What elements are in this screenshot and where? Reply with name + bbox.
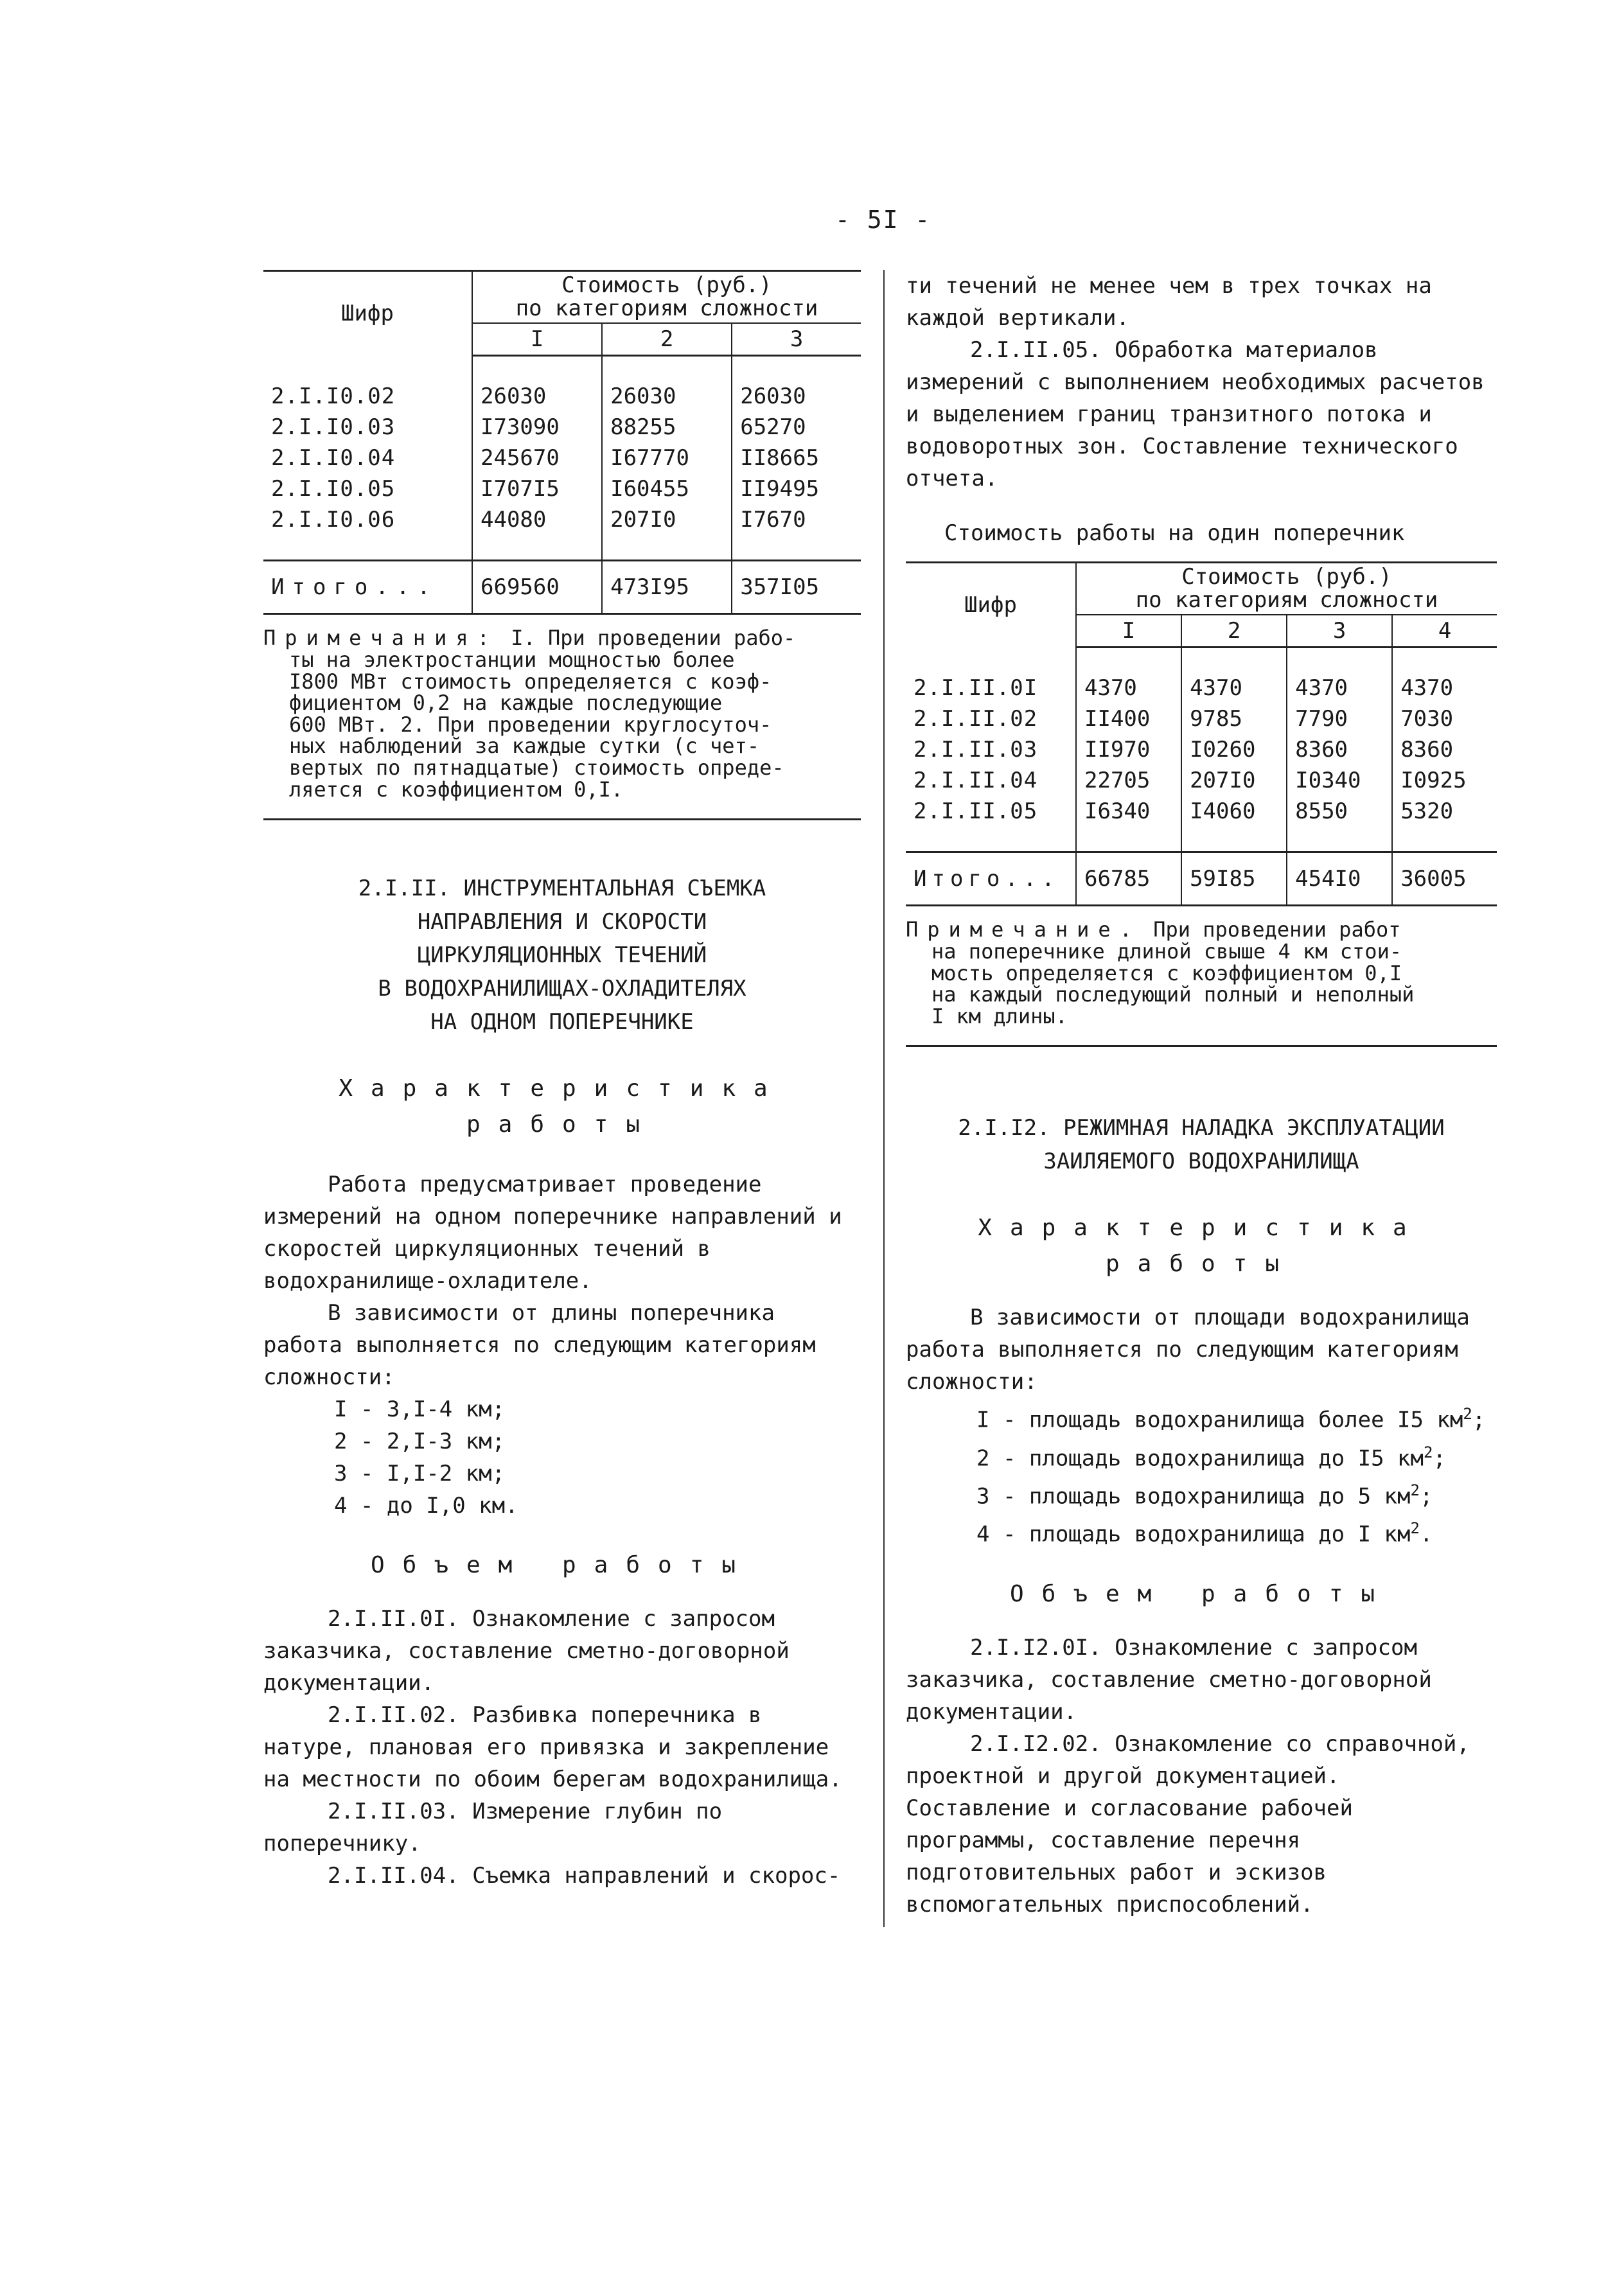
table-row bbox=[263, 473, 861, 504]
total-label: Итого... bbox=[906, 852, 1076, 906]
row-value: I707I5 bbox=[472, 473, 602, 504]
left-column bbox=[263, 270, 861, 1892]
note-line: I км длины. bbox=[931, 1003, 1068, 1028]
row-value: I0925 bbox=[1400, 768, 1467, 794]
heading-line: В ВОДОХРАНИЛИЩАХ-ОХЛАДИТЕЛЯХ bbox=[378, 976, 746, 1002]
category-item: I - площадь водохранилища более I5 $км^2$; bbox=[976, 1405, 1486, 1433]
row-value: 5320 bbox=[1400, 798, 1454, 825]
category-item: 2 - 2,I-3 км; bbox=[334, 1429, 506, 1455]
heading-line: 2.I.II. ИНСТРУМЕНТАЛЬНАЯ СЪЕМКА bbox=[358, 876, 766, 902]
table-row bbox=[906, 796, 1497, 827]
work-item: 2.I.II.0I. Ознакомление с запросом заказчика, составление сметно-договорной документации. bbox=[263, 1606, 790, 1697]
category-header: I bbox=[472, 323, 602, 356]
note-line: 600 МВт. 2. При проведении круглосуточ- bbox=[289, 712, 772, 737]
row-value: 7790 bbox=[1287, 703, 1392, 734]
table-caption: Стоимость работы на один поперечник bbox=[944, 520, 1405, 546]
work-item: 2.I.II.04. Съемка направлений и скорос- bbox=[328, 1863, 841, 1889]
row-value: 8360 bbox=[1287, 734, 1392, 765]
total-value: 454I0 bbox=[1287, 852, 1392, 906]
note-line: ных наблюдений за каждые сутки (с чет- bbox=[289, 734, 760, 759]
note-line: на поперечнике длиной свыше 4 км стои- bbox=[931, 939, 1402, 964]
paragraph: Работа предусматривает проведение измерений на одном поперечнике направлений и скоростей циркуляционных течений в водохранилище-охладителе. bbox=[263, 1172, 842, 1294]
row-code: 2.I.II.05 bbox=[906, 796, 1076, 827]
heading-line: НАПРАВЛЕНИЯ И СКОРОСТИ bbox=[417, 909, 707, 935]
page-number: - 5I - bbox=[835, 206, 931, 234]
total-value: 669560 bbox=[472, 561, 602, 614]
category-item: 4 - до I,0 км. bbox=[334, 1493, 518, 1519]
row-value: 4370 bbox=[1181, 673, 1287, 703]
category-list bbox=[906, 1398, 1497, 1550]
characteristic-title bbox=[263, 1071, 861, 1143]
row-value: I4060 bbox=[1181, 796, 1287, 827]
characteristic-title bbox=[906, 1210, 1497, 1282]
heading-line: ЗАИЛЯЕМОГО ВОДОХРАНИЛИЩА bbox=[1043, 1149, 1359, 1175]
cost-table-2-1-10 bbox=[263, 270, 861, 615]
table-row bbox=[263, 381, 861, 412]
row-value: 8550 bbox=[1287, 796, 1392, 827]
characteristic-body bbox=[263, 1168, 861, 1522]
category-item: 3 - площадь водохранилища до 5 $км^2$; bbox=[976, 1481, 1433, 1510]
title-line: Характеристика bbox=[978, 1215, 1425, 1242]
code-header: Шифр bbox=[906, 563, 1076, 648]
row-code: 2.I.I0.05 bbox=[263, 473, 472, 504]
note-line: мость определяется с коэффициентом 0,I bbox=[931, 960, 1402, 985]
note-label: Примечания: bbox=[263, 626, 499, 651]
row-value: 4370 bbox=[1076, 673, 1181, 703]
volume-title: Объем работы bbox=[1009, 1580, 1393, 1607]
total-value: 36005 bbox=[1392, 852, 1497, 906]
category-item: 4 - площадь водохранилища до I $км^2$. bbox=[976, 1519, 1433, 1547]
row-code: 2.I.I0.06 bbox=[263, 504, 472, 535]
cost-header bbox=[472, 271, 861, 324]
cost-header-line1: Стоимость (руб.) bbox=[1181, 564, 1392, 590]
table-note bbox=[906, 919, 1497, 1047]
total-value: 357I05 bbox=[732, 561, 861, 614]
row-value: II970 bbox=[1076, 734, 1181, 765]
total-label: Итого... bbox=[263, 561, 472, 614]
row-value: I73090 bbox=[472, 412, 602, 443]
table-row bbox=[906, 765, 1497, 796]
work-item: 2.I.I2.02. Ознакомление со справочной, проектной и другой документацией. Составление и согласование рабочей программы, составление перечня подготовительных работ и эскизов вспомогательных приспособлений. bbox=[906, 1731, 1470, 1917]
section-heading bbox=[263, 872, 861, 1039]
work-item: 2.I.II.03. Измерение глубин по поперечнику. bbox=[263, 1799, 723, 1857]
category-header: I bbox=[1076, 615, 1181, 648]
category-header: 4 bbox=[1392, 615, 1497, 648]
volume-title: Объем работы bbox=[370, 1552, 754, 1579]
row-code: 2.I.I0.04 bbox=[263, 443, 472, 473]
work-item: 2.I.II.02. Разбивка поперечника в натуре, плановая его привязка и закрепление на местности по обоим берегам водохранилища. bbox=[263, 1702, 842, 1793]
note-line: ты на электростанции мощностью более bbox=[289, 647, 735, 672]
heading-line: ЦИРКУЛЯЦИОННЫХ ТЕЧЕНИЙ bbox=[417, 942, 707, 969]
title-line: Характеристика bbox=[339, 1075, 786, 1102]
category-header: 2 bbox=[1181, 615, 1287, 648]
row-value: 9785 bbox=[1181, 703, 1287, 734]
category-header: 3 bbox=[1287, 615, 1392, 648]
code-header: Шифр bbox=[263, 271, 472, 356]
total-row bbox=[906, 852, 1497, 906]
volume-items bbox=[263, 1603, 861, 1892]
row-value: 88255 bbox=[602, 412, 732, 443]
row-value: 4370 bbox=[1400, 675, 1454, 701]
row-value: 245670 bbox=[472, 443, 602, 473]
cost-header-line1: Стоимость (руб.) bbox=[561, 272, 772, 298]
note-label: Примечание. bbox=[906, 917, 1141, 942]
row-value: II8665 bbox=[740, 445, 820, 472]
row-value: I7670 bbox=[740, 507, 806, 533]
row-value: I0340 bbox=[1287, 765, 1392, 796]
heading-line: НА ОДНОМ ПОПЕРЕЧНИКЕ bbox=[430, 1009, 694, 1036]
row-value: 26030 bbox=[472, 381, 602, 412]
row-value: 22705 bbox=[1076, 765, 1181, 796]
paragraph: В зависимости от площади водохранилища работа выполняется по следующим категориям сложности: bbox=[906, 1305, 1470, 1395]
row-value: I67770 bbox=[602, 443, 732, 473]
column-divider bbox=[883, 270, 885, 1927]
category-header: 2 bbox=[602, 323, 732, 356]
row-value: I0260 bbox=[1181, 734, 1287, 765]
cost-header bbox=[1076, 563, 1497, 615]
row-value: 207I0 bbox=[1181, 765, 1287, 796]
paragraph: В зависимости от длины поперечника работа выполняется по следующим категориям сложности: bbox=[263, 1300, 816, 1391]
table-row bbox=[263, 443, 861, 473]
note-text: I. При проведении рабо- bbox=[498, 626, 796, 651]
heading-line: 2.I.I2. РЕЖИМНАЯ НАЛАДКА ЭКСПЛУАТАЦИИ bbox=[958, 1115, 1445, 1141]
row-code: 2.I.I0.02 bbox=[263, 381, 472, 412]
note-text: При проведении работ bbox=[1140, 917, 1401, 942]
characteristic-body bbox=[906, 1301, 1497, 1550]
right-column bbox=[906, 270, 1497, 1921]
row-value: 65270 bbox=[740, 414, 806, 441]
row-value: II400 bbox=[1076, 703, 1181, 734]
table-row bbox=[263, 504, 861, 535]
note-line: вертых по пятнадцатые) стоимость опреде- bbox=[289, 755, 784, 780]
cost-header-line2: по категориям сложности bbox=[515, 295, 818, 321]
work-item: 2.I.I2.0I. Ознакомление с запросом заказчика, составление сметно-договорной документации. bbox=[906, 1634, 1432, 1725]
category-list bbox=[263, 1393, 861, 1522]
row-value: II9495 bbox=[740, 476, 820, 502]
volume-items bbox=[906, 1632, 1497, 1921]
total-value: 59I85 bbox=[1181, 852, 1287, 906]
note-line: фициентом 0,2 на каждые последующие bbox=[289, 691, 723, 716]
cost-header-line2: по категориям сложности bbox=[1135, 586, 1438, 613]
category-item: I - 3,I-4 км; bbox=[334, 1397, 506, 1423]
row-value: 26030 bbox=[602, 381, 732, 412]
table-row bbox=[263, 412, 861, 443]
title-line: работы bbox=[1105, 1251, 1298, 1278]
note-line: на каждый последующий полный и неполный bbox=[931, 982, 1415, 1007]
table-note bbox=[263, 628, 861, 820]
row-value: 207I0 bbox=[602, 504, 732, 535]
row-code: 2.I.II.03 bbox=[906, 734, 1076, 765]
total-value: 66785 bbox=[1076, 852, 1181, 906]
category-item: 2 - площадь водохранилища до I5 $км^2$; bbox=[976, 1443, 1446, 1471]
row-value: I6340 bbox=[1076, 796, 1181, 827]
row-value: 26030 bbox=[740, 383, 806, 410]
row-value: 44080 bbox=[472, 504, 602, 535]
row-value: 8360 bbox=[1400, 737, 1454, 763]
cost-table-2-1-11 bbox=[906, 561, 1497, 906]
work-item: 2.I.II.05. Обработка материалов измерений с выполнением необходимых расчетов и выделением границ транзитного потока и водоворотных зон. Составление технического отчета. bbox=[906, 337, 1485, 491]
note-line: I800 МВт стоимость определяется с коэф- bbox=[289, 669, 772, 694]
row-code: 2.I.II.02 bbox=[906, 703, 1076, 734]
table-row bbox=[906, 703, 1497, 734]
table-row bbox=[906, 673, 1497, 703]
total-row bbox=[263, 561, 861, 614]
title-line: работы bbox=[466, 1111, 658, 1138]
row-code: 2.I.I0.03 bbox=[263, 412, 472, 443]
row-value: 4370 bbox=[1287, 673, 1392, 703]
note-line: ляется с коэффициентом 0,I. bbox=[289, 777, 624, 802]
category-item: 3 - I,I-2 км; bbox=[334, 1461, 506, 1487]
row-code: 2.I.II.04 bbox=[906, 765, 1076, 796]
total-value: 473I95 bbox=[602, 561, 732, 614]
category-header: 3 bbox=[732, 323, 861, 356]
paragraph: ти течений не менее чем в трех точках на каждой вертикали. bbox=[906, 273, 1432, 331]
section-heading bbox=[906, 1111, 1497, 1178]
row-value: I60455 bbox=[602, 473, 732, 504]
table-row bbox=[906, 734, 1497, 765]
row-value: 7030 bbox=[1400, 706, 1454, 732]
row-code: 2.I.II.0I bbox=[906, 673, 1076, 703]
